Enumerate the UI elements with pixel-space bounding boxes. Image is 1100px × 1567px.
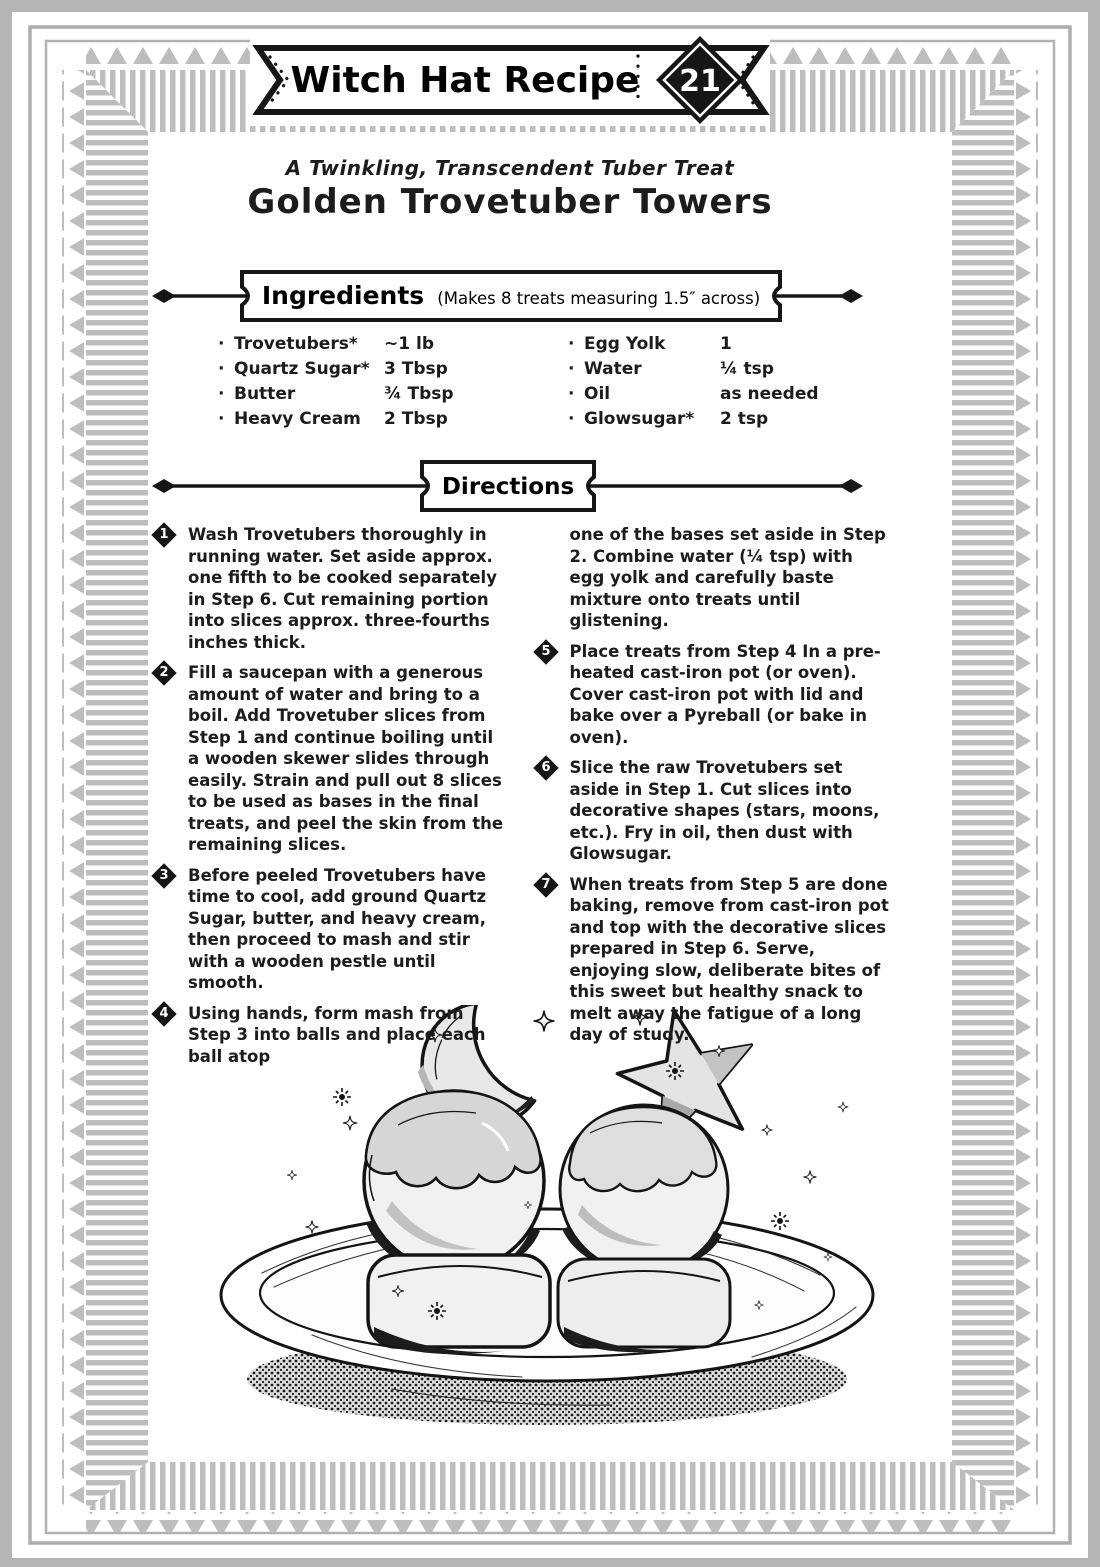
direction-step: [152, 865, 508, 994]
bullet-icon: ·: [568, 334, 575, 354]
step-number-badge: 4: [151, 1001, 176, 1026]
ingredients-section-banner: [150, 268, 865, 324]
bullet-icon: ·: [568, 409, 575, 429]
right-diamond-cap: [839, 479, 863, 493]
ingredient-name: Heavy Cream: [234, 409, 361, 429]
ingredient-name: Oil: [584, 384, 611, 404]
ingredients-list: [218, 332, 882, 432]
left-treat-base: [368, 1255, 550, 1347]
left-diamond-cap: [152, 479, 176, 493]
ingredients-yield-note: (Makes 8 treats measuring 1.5″ across): [437, 289, 761, 308]
direction-step: [152, 662, 508, 856]
ingredient-name: Trovetubers*: [234, 334, 358, 354]
bullet-icon: ·: [568, 384, 575, 404]
issue-number: 21: [679, 64, 721, 99]
directions-left-column: [152, 524, 508, 1076]
ingredient-amount: 2 Tbsp: [384, 409, 448, 429]
ingredient-name: Quartz Sugar*: [234, 359, 370, 379]
step-text: Before peeled Trovetubers have time to cool, add ground Quartz Sugar, butter, and heavy cream, then proceed to mash and stir with a wooden pestle until smooth.: [188, 865, 487, 992]
ingredient-amount: 1: [720, 334, 732, 354]
direction-step: [534, 757, 890, 865]
ingredient-amount: as needed: [720, 384, 819, 404]
direction-step: [152, 1003, 508, 1068]
witch-hat-recipe-banner: [250, 34, 770, 126]
step-text: When treats from Step 5 are done baking, remove from cast-iron pot and top with the decorative slices prepared in Step 6. Serve, enjoying slow, deliberate bites of this sweet but healthy snack to melt away the fatigue of a long day of study.: [569, 874, 889, 1044]
bullet-icon: ·: [218, 384, 225, 404]
step-text: Wash Trovetubers thoroughly in running water. Set aside approx. one fifth to be cooked separately in Step 6. Cut remaining portion into slices approx. three-fourths inches thick.: [188, 525, 497, 652]
bullet-icon: ·: [218, 359, 225, 379]
ingredient-row: [568, 407, 882, 432]
step-continuation-text: one of the bases set aside in Step 2. Combine water (¼ tsp) with egg yolk and carefully baste mixture onto treats until glistening.: [569, 525, 886, 630]
step-number-badge: 1: [151, 522, 176, 547]
direction-step: [534, 641, 890, 749]
ingredients-column-2: [568, 332, 882, 432]
step-text: Fill a saucepan with a generous amount of water and bring to a boil. Add Trovetuber slices from Step 1 and continue boiling until a wooden skewer slides through easily. Strain and pull out 8 slices to be used as bases in the final treats, and peel the skin from the remaining slices.: [188, 663, 504, 854]
step-number-badge: 2: [151, 660, 176, 685]
directions-right-column: [534, 524, 890, 1076]
ingredient-amount: ¾ Tbsp: [384, 384, 454, 404]
ingredient-name: Water: [584, 359, 642, 379]
step-text: Using hands, form mash from Step 3 into balls and place each ball atop: [188, 1003, 486, 1066]
recipe-title: Golden Trovetuber Towers: [247, 182, 773, 222]
left-diamond-cap: [152, 289, 176, 303]
banner-title: Witch Hat Recipe: [290, 60, 640, 101]
step-number-badge: 6: [533, 755, 558, 780]
bullet-icon: ·: [568, 359, 575, 379]
ingredients-heading: Ingredients: [261, 281, 425, 310]
ingredient-amount: 3 Tbsp: [384, 359, 448, 379]
step-text: Place treats from Step 4 In a pre-heated cast-iron pot (or oven). Cover cast-iron pot with lid and bake over a Pyreball (or bake in oven).: [569, 641, 881, 747]
directions-section-banner: [150, 458, 865, 514]
right-diamond-cap: [839, 289, 863, 303]
step-number-badge: 5: [533, 639, 558, 664]
step-text: Slice the raw Trovetubers set aside in Step 1. Cut slices into decorative shapes (stars, moons, etc.). Fry in oil, then dust with Glowsugar.: [569, 758, 880, 863]
ingredient-row: [218, 407, 532, 432]
ingredient-row: [568, 332, 882, 357]
ingredient-amount: ¼ tsp: [720, 359, 774, 379]
bullet-icon: ·: [218, 334, 225, 354]
ingredient-row: [218, 332, 532, 357]
right-treat-base: [558, 1259, 730, 1347]
direction-step: [152, 524, 508, 653]
direction-step: [534, 874, 890, 1046]
ingredient-name: Glowsugar*: [584, 409, 695, 429]
bullet-icon: ·: [218, 409, 225, 429]
ingredient-name: Egg Yolk: [584, 334, 666, 354]
ingredient-row: [218, 357, 532, 382]
directions-columns: [152, 524, 889, 1076]
step-number-badge: 7: [533, 872, 558, 897]
ingredient-amount: ~1 lb: [384, 334, 434, 354]
ingredient-row: [568, 382, 882, 407]
ingredient-row: [218, 382, 532, 407]
ingredient-amount: 2 tsp: [720, 409, 769, 429]
ingredient-row: [568, 357, 882, 382]
recipe-subtitle: A Twinkling, Transcendent Tuber Treat: [285, 156, 735, 180]
directions-heading: Directions: [441, 474, 575, 500]
step-number-badge: 3: [151, 863, 176, 888]
ingredient-name: Butter: [234, 384, 296, 404]
ingredients-column-1: [218, 332, 532, 432]
